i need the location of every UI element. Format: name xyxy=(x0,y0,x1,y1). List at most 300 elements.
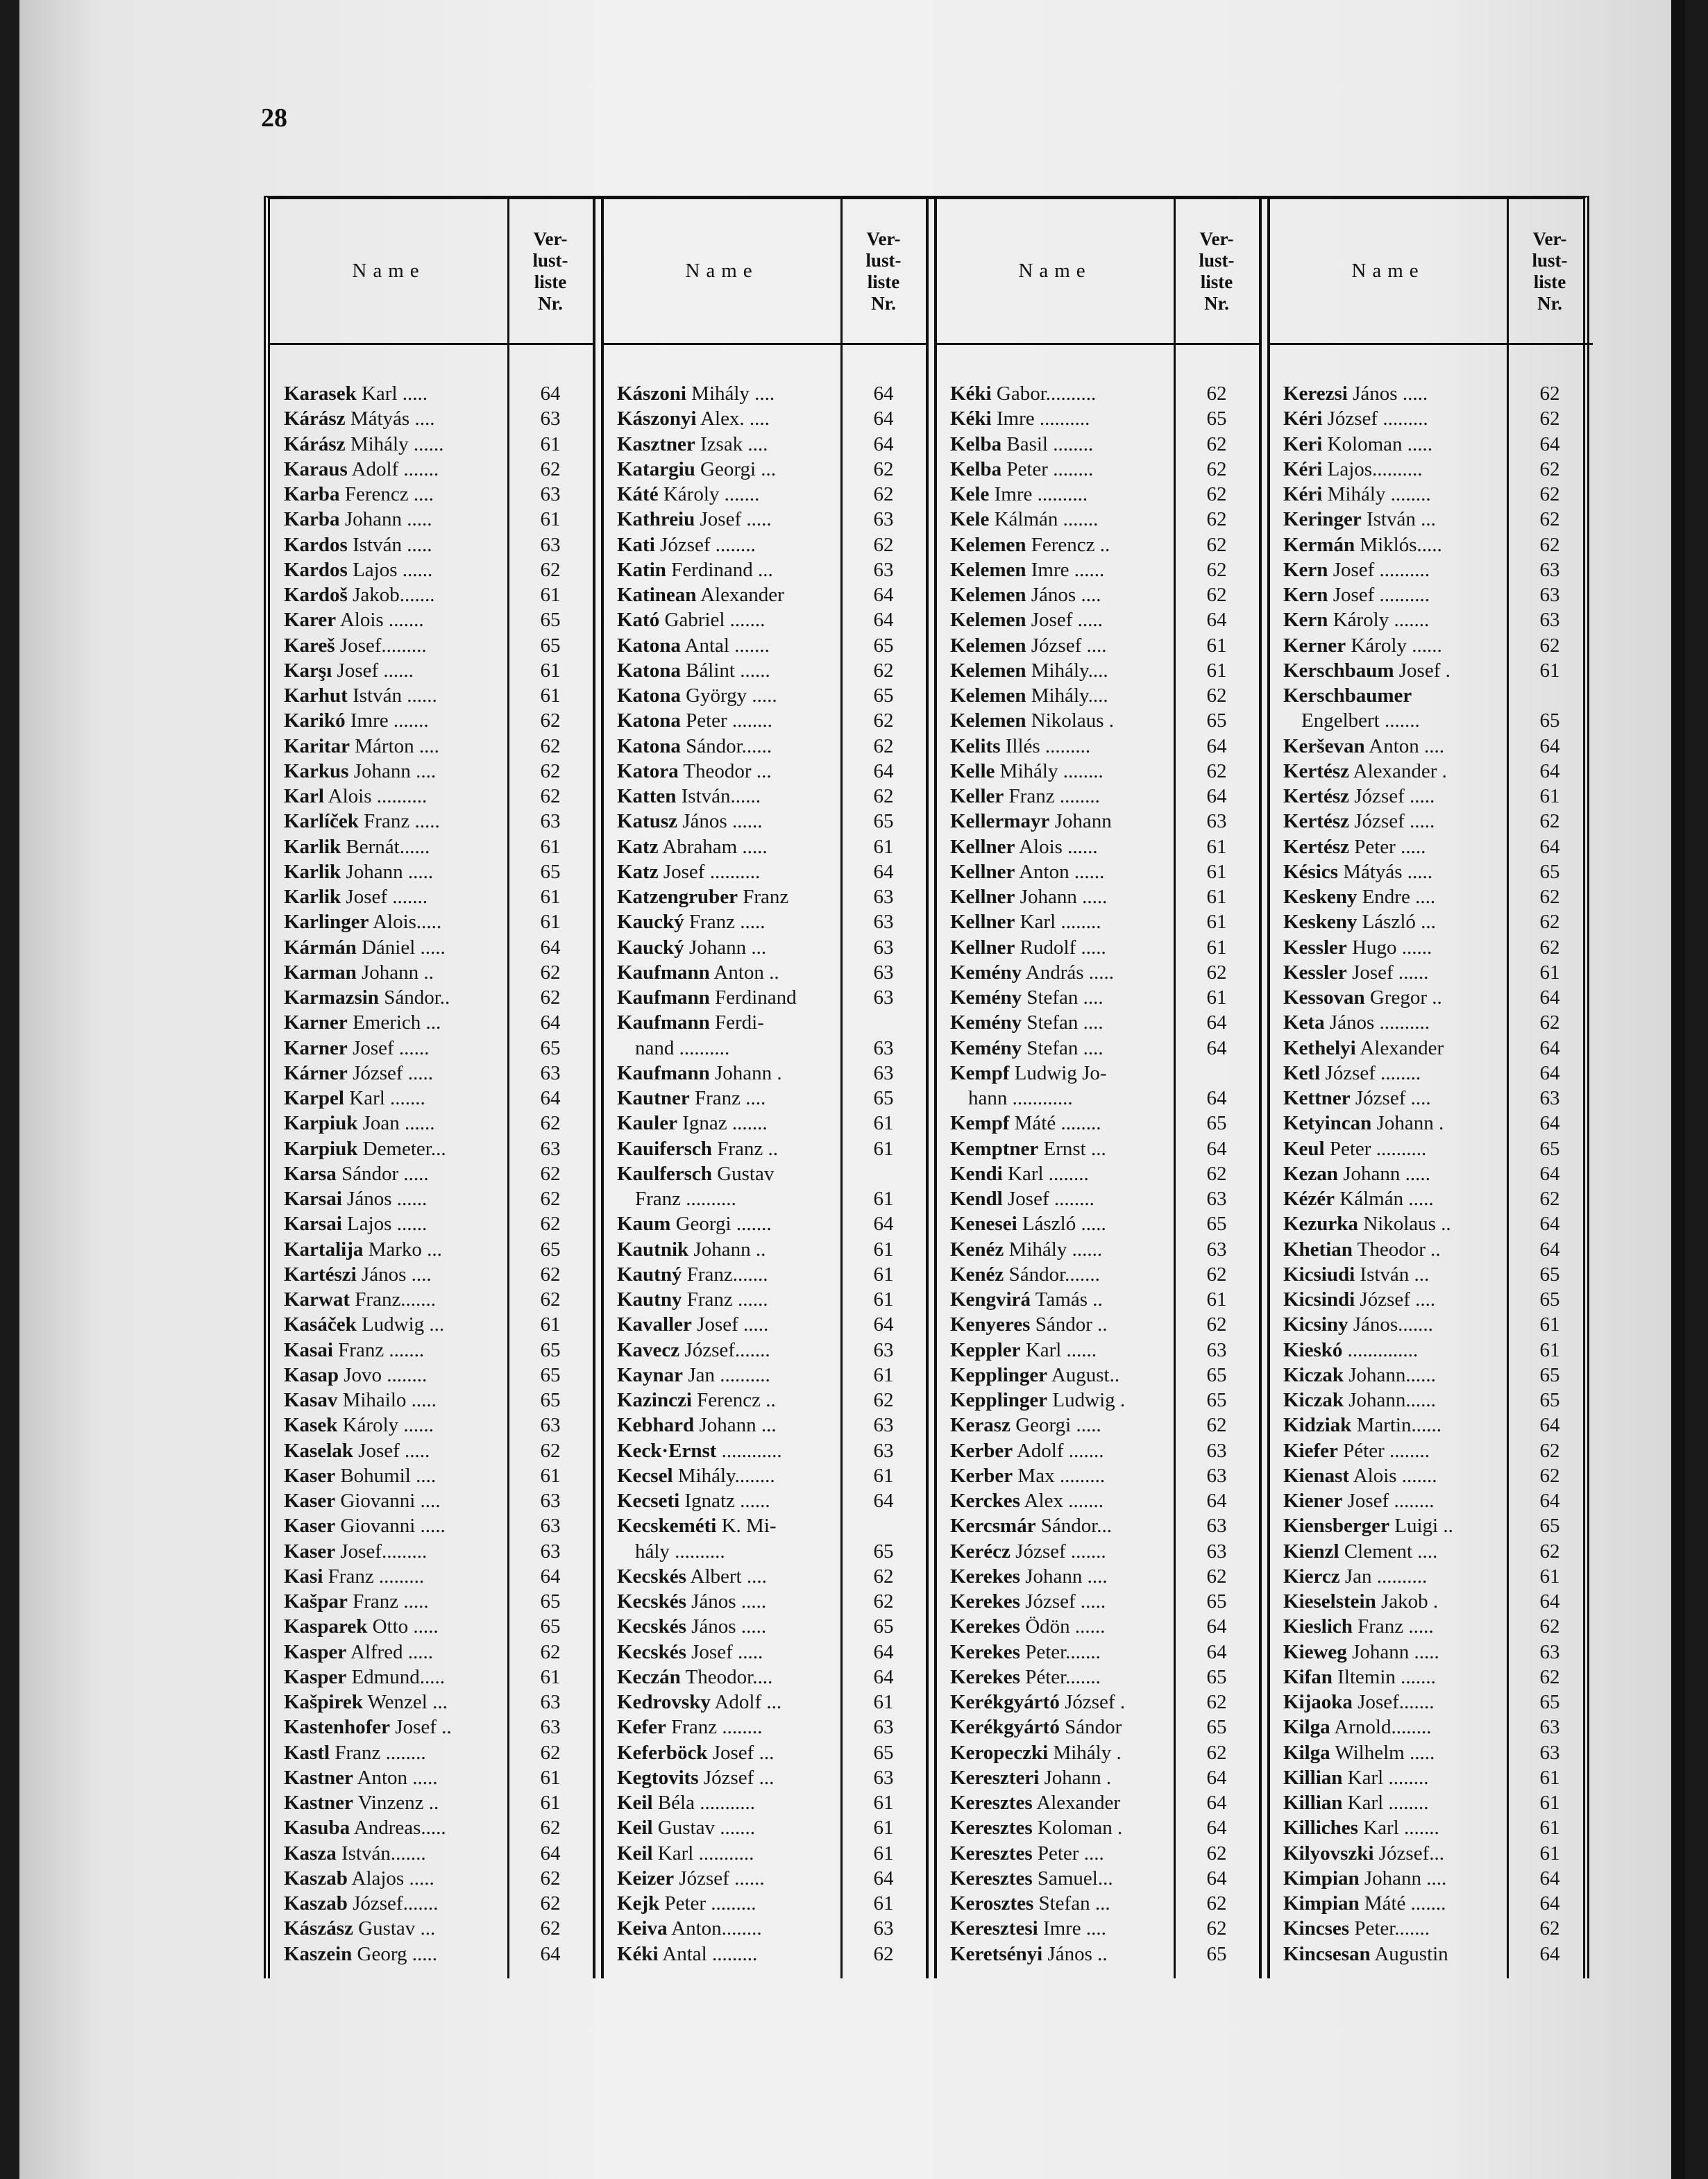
entry-given-name: Emerich ... xyxy=(353,1011,441,1034)
entry-name xyxy=(1283,1237,1503,1262)
entry-row xyxy=(1269,1665,1593,1690)
entry-surname: Kebhard xyxy=(617,1414,695,1437)
entry-given-name: Márton .... xyxy=(355,734,439,757)
entry-list-number: 61 xyxy=(1539,659,1560,682)
entry-name xyxy=(284,633,503,658)
entry-given-name: Karl ....... xyxy=(1363,1817,1439,1840)
entry-given-name: József ..... xyxy=(1025,1590,1106,1613)
entry-row xyxy=(936,1815,1260,1840)
entry-row xyxy=(603,507,927,532)
entry-given-name: Sándor...... xyxy=(686,734,772,757)
entry-list-number: 64 xyxy=(1206,1640,1227,1663)
entry-row xyxy=(1269,1363,1593,1388)
entry-given-name: Joan ...... xyxy=(362,1112,435,1135)
entry-list-number: 61 xyxy=(873,1288,894,1311)
entry-name xyxy=(617,1262,836,1287)
entry-list-number: 62 xyxy=(1206,584,1227,606)
entry-surname: Kaszab xyxy=(284,1867,348,1890)
entry-row xyxy=(270,1287,593,1312)
entry-row xyxy=(270,1338,593,1363)
verlustliste-header xyxy=(1507,199,1593,343)
verlustliste-header-line: lust- xyxy=(865,249,902,271)
entry-surname: Kareš xyxy=(284,634,335,657)
entry-given-name: Bohumil .... xyxy=(340,1464,437,1487)
entry-given-name: András ..... xyxy=(1025,961,1115,984)
entry-surname: Kasek xyxy=(284,1414,338,1437)
entry-list-number: 64 xyxy=(1539,986,1560,1009)
entry-given-name: Johann...... xyxy=(1348,1389,1436,1411)
entry-name xyxy=(1283,532,1503,557)
entry-list-number: 61 xyxy=(540,835,561,858)
entry-given-name: Johann ..... xyxy=(346,860,434,883)
entry-list-number: 65 xyxy=(1539,1691,1560,1713)
entry-name xyxy=(950,1513,1169,1538)
entry-row xyxy=(936,1539,1260,1564)
entry-surname: Kidziak xyxy=(1283,1414,1352,1437)
entry-given-name: Martin...... xyxy=(1356,1414,1441,1437)
entry-name xyxy=(1283,1589,1503,1614)
entry-name xyxy=(617,683,836,708)
entry-list-number: 64 xyxy=(873,1867,894,1890)
entry-surname: Kezan xyxy=(1283,1162,1338,1185)
entry-surname: Kienzl xyxy=(1283,1540,1339,1563)
entry-surname: Kertész xyxy=(1283,810,1349,833)
entry-row xyxy=(603,784,927,809)
entry-given-name: István....... xyxy=(341,1842,426,1865)
entry-list-number: 64 xyxy=(873,584,894,606)
name-header: Name xyxy=(352,260,425,282)
entry-row xyxy=(1269,1640,1593,1665)
entry-name xyxy=(950,708,1169,733)
entry-list-number: 62 xyxy=(1206,961,1227,984)
entry-given-name: Josef ..... xyxy=(697,1313,769,1336)
entry-given-name: Clement .... xyxy=(1344,1540,1438,1563)
entry-name xyxy=(950,1438,1169,1463)
entry-row xyxy=(603,985,927,1010)
entry-given-name: nand .......... xyxy=(635,1036,730,1059)
entry-given-name: Otto ..... xyxy=(372,1615,439,1638)
entry-row xyxy=(1269,1287,1593,1312)
verlustliste-header-line: Nr. xyxy=(871,292,896,314)
entry-name xyxy=(617,1665,836,1690)
entry-name xyxy=(617,784,836,809)
entry-given-name: György ..... xyxy=(686,684,777,707)
entry-row xyxy=(936,1513,1260,1538)
entry-given-name: Peter ......... xyxy=(664,1892,756,1915)
entry-surname: Kempf xyxy=(950,1112,1010,1135)
verlustliste-header-line: liste xyxy=(534,271,567,292)
entry-given-name: Josef ...... xyxy=(1352,961,1429,984)
entry-name xyxy=(1283,381,1503,406)
entry-given-name: János ..... xyxy=(1353,382,1428,405)
entry-surname: Kautner xyxy=(617,1087,690,1109)
entry-name xyxy=(284,1161,503,1186)
entry-given-name: Peter .......... xyxy=(1329,1137,1427,1160)
entry-list-number: 62 xyxy=(873,483,894,505)
entry-given-name: Giovanni ..... xyxy=(340,1515,446,1538)
entry-row xyxy=(936,1287,1260,1312)
column-group-4 xyxy=(1269,199,1593,1978)
entry-list-number: 62 xyxy=(1206,483,1227,505)
entry-surname: Kern xyxy=(1283,609,1328,632)
entry-surname: Kemptner xyxy=(950,1137,1039,1160)
entry-name xyxy=(617,1111,836,1136)
entry-row xyxy=(270,759,593,784)
entry-given-name: Karl ........ xyxy=(1008,1162,1089,1185)
entry-given-name: Josef .......... xyxy=(1333,558,1430,581)
entry-surname: Kasai xyxy=(284,1338,333,1361)
entry-given-name: Albert .... xyxy=(690,1565,767,1588)
entry-row xyxy=(1269,859,1593,884)
entry-surname: Keskeny xyxy=(1283,911,1358,934)
entry-row xyxy=(603,1539,927,1564)
entry-list-number: 61 xyxy=(873,1112,894,1135)
entry-list-number: 64 xyxy=(1539,1238,1560,1261)
entry-list-number: 62 xyxy=(873,659,894,682)
entry-list-number: 61 xyxy=(1539,1313,1560,1336)
entry-given-name: József ..... xyxy=(353,1061,434,1084)
entry-surname: Keil xyxy=(617,1842,653,1865)
entry-given-name: Franz .......... xyxy=(635,1188,736,1210)
entry-given-name: Alois ....... xyxy=(339,609,424,632)
entry-row xyxy=(1269,909,1593,934)
verlustliste-header-line: Ver- xyxy=(533,228,568,249)
entry-row xyxy=(603,1891,927,1916)
entry-list-number: 61 xyxy=(873,1842,894,1865)
entry-surname: Kelemen xyxy=(950,684,1026,707)
entry-name xyxy=(617,1790,836,1815)
entry-name xyxy=(950,1916,1169,1941)
entry-given-name: Alajos ..... xyxy=(351,1867,434,1890)
entry-name xyxy=(950,1287,1169,1312)
entry-list-number: 65 xyxy=(1539,1263,1560,1286)
entry-surname: Kaser xyxy=(284,1515,336,1538)
entry-name xyxy=(284,1211,503,1236)
entry-row xyxy=(1269,809,1593,834)
verlustliste-header-line: Nr. xyxy=(538,292,563,314)
entry-surname: Kendi xyxy=(950,1162,1003,1185)
entry-list-number: 61 xyxy=(873,1263,894,1286)
entry-row xyxy=(1269,683,1593,708)
entry-row xyxy=(1269,834,1593,859)
entry-list-number: 62 xyxy=(540,1288,561,1311)
entry-row xyxy=(936,935,1260,960)
column-group-1 xyxy=(270,199,593,1978)
entry-list-number: 62 xyxy=(1206,1917,1227,1940)
entry-name xyxy=(1283,884,1503,909)
entry-surname: Kautný xyxy=(617,1263,682,1286)
entry-given-name: Franz ........ xyxy=(1008,785,1100,807)
entry-surname: Kiensberger xyxy=(1283,1515,1390,1538)
entry-given-name: Max ......... xyxy=(1017,1464,1106,1487)
entry-row xyxy=(1269,1891,1593,1916)
entry-row xyxy=(936,1161,1260,1186)
entry-surname: Kerber xyxy=(950,1439,1013,1462)
name-header: Name xyxy=(1018,260,1092,282)
entry-list-number: 61 xyxy=(1206,634,1227,657)
entry-given-name: Kálmán ....... xyxy=(994,508,1099,531)
entry-row xyxy=(936,1841,1260,1866)
entry-given-name: Alexander . xyxy=(1353,759,1447,782)
entry-name xyxy=(284,985,503,1010)
entry-given-name: Jovo ........ xyxy=(344,1363,428,1386)
entry-given-name: Stefan .... xyxy=(1026,1036,1104,1059)
entry-name xyxy=(617,1061,836,1086)
entry-name xyxy=(284,859,503,884)
entry-name xyxy=(950,1010,1169,1035)
entry-surname: Karba xyxy=(284,483,340,505)
entry-given-name: József .... xyxy=(1355,1087,1431,1109)
entry-row xyxy=(603,582,927,607)
entry-given-name: Antal ......... xyxy=(662,1942,758,1965)
entry-row xyxy=(936,1740,1260,1765)
page-number: 28 xyxy=(261,103,287,133)
entry-name xyxy=(950,532,1169,557)
entry-given-name: Josef......... xyxy=(340,1540,428,1563)
entry-surname: Kerckes xyxy=(950,1490,1020,1512)
entry-given-name: Anton .. xyxy=(713,961,779,984)
entry-list-number: 64 xyxy=(1539,734,1560,757)
entry-name xyxy=(950,557,1169,582)
entry-surname: Keresztes xyxy=(950,1792,1033,1814)
entry-list-number: 63 xyxy=(873,961,894,984)
entry-name xyxy=(1283,658,1503,683)
entry-list-number: 64 xyxy=(1539,1490,1560,1512)
entry-surname: Kettner xyxy=(1283,1087,1351,1109)
entry-given-name: Georgi ... xyxy=(700,457,777,480)
entry-row xyxy=(270,1815,593,1840)
entry-name xyxy=(1283,734,1503,759)
entry-given-name: Ignaz ....... xyxy=(682,1112,768,1135)
entry-surname: Kelits xyxy=(950,734,1001,757)
column-group-2 xyxy=(603,199,927,1978)
entry-given-name: Alexander xyxy=(1036,1792,1121,1814)
entry-row xyxy=(603,1161,927,1186)
entry-name xyxy=(950,1715,1169,1740)
entry-list-number: 62 xyxy=(540,759,561,782)
entry-given-name: Sándor... xyxy=(1040,1515,1113,1538)
entry-given-name: Peter .... xyxy=(1037,1842,1104,1865)
entry-name xyxy=(1283,1061,1503,1086)
entry-surname: Karhut xyxy=(284,684,348,707)
entry-surname: Kaszab xyxy=(284,1892,348,1915)
entry-list-number: 64 xyxy=(873,1665,894,1688)
entry-given-name: János .... xyxy=(361,1263,432,1286)
entry-list-number: 62 xyxy=(540,1640,561,1663)
entry-surname: Kastl xyxy=(284,1741,330,1764)
entry-surname: Kern xyxy=(1283,584,1328,606)
entry-name xyxy=(1283,759,1503,784)
entry-given-name: Wenzel ... xyxy=(367,1691,448,1713)
entry-name xyxy=(284,1438,503,1463)
entry-row xyxy=(270,1438,593,1463)
entry-row xyxy=(270,1463,593,1488)
entry-surname: Ketl xyxy=(1283,1061,1321,1084)
entry-surname: Katinean xyxy=(617,584,697,606)
entry-name xyxy=(284,557,503,582)
entry-surname: Keropeczki xyxy=(950,1741,1049,1764)
entry-surname: Kecsel xyxy=(617,1464,673,1487)
entry-list-number: 64 xyxy=(1539,1162,1560,1185)
entry-surname: Kerezsi xyxy=(1283,382,1348,405)
entry-surname: Karlinger xyxy=(284,911,369,934)
entry-list-number: 63 xyxy=(540,1490,561,1512)
entry-name xyxy=(617,1564,836,1589)
entry-list-number: 62 xyxy=(1539,533,1560,556)
entry-surname: Kelemen xyxy=(950,659,1026,682)
entry-row xyxy=(936,1186,1260,1211)
entry-given-name: Peter....... xyxy=(1025,1640,1101,1663)
entry-list-number: 65 xyxy=(1539,1515,1560,1538)
entry-surname: Kieweg xyxy=(1283,1640,1347,1663)
entry-given-name: József ... xyxy=(703,1766,775,1789)
entry-surname: Katona xyxy=(617,634,681,657)
entry-row xyxy=(270,1237,593,1262)
entry-list-number: 64 xyxy=(540,382,561,405)
entry-given-name: Josef ...... xyxy=(353,1036,430,1059)
entry-list-number: 64 xyxy=(873,1640,894,1663)
entry-row xyxy=(270,1841,593,1866)
entry-row xyxy=(936,734,1260,759)
entry-list-number: 65 xyxy=(540,1590,561,1613)
entry-surname: Kertész xyxy=(1283,759,1349,782)
entry-surname: Kerekes xyxy=(950,1640,1020,1663)
entry-list-number: 64 xyxy=(540,936,561,959)
entry-list-number: 65 xyxy=(1206,1665,1227,1688)
entry-given-name: József... xyxy=(1378,1842,1444,1865)
entry-surname: Kecskés xyxy=(617,1565,686,1588)
entry-list-number: 64 xyxy=(1206,1087,1227,1109)
entry-name xyxy=(1283,784,1503,809)
entry-given-name: Josef . xyxy=(1398,659,1451,682)
entry-list-number: 64 xyxy=(1206,1490,1227,1512)
entry-list-number: 63 xyxy=(1539,1087,1560,1109)
entry-given-name: Gregor .. xyxy=(1369,986,1442,1009)
entry-surname: Kilga xyxy=(1283,1741,1330,1764)
entry-given-name: Franz xyxy=(743,886,789,908)
entry-surname: Killiches xyxy=(1283,1817,1358,1840)
entry-name xyxy=(950,784,1169,809)
entry-given-name: Josef ........ xyxy=(1008,1188,1094,1210)
entry-name xyxy=(617,1438,836,1463)
entry-row xyxy=(1269,406,1593,431)
entry-list-number: 64 xyxy=(1539,1590,1560,1613)
entry-given-name: Alois ...... xyxy=(1019,835,1098,858)
entry-surname: Kárász xyxy=(284,407,346,430)
entry-row xyxy=(1269,1338,1593,1363)
entry-list-number: 61 xyxy=(1206,860,1227,883)
entry-name xyxy=(617,1765,836,1790)
entry-row xyxy=(270,1363,593,1388)
entry-list-number: 63 xyxy=(540,1691,561,1713)
entry-given-name: Georg ..... xyxy=(357,1942,437,1965)
entry-surname: Kerschbaum xyxy=(1283,659,1394,682)
entry-given-name: Johann ... xyxy=(688,936,767,959)
entry-given-name: Károly ...... xyxy=(1351,634,1442,657)
entry-given-name: .............. xyxy=(1347,1338,1419,1361)
entry-name xyxy=(284,1866,503,1891)
entry-given-name: Anton........ xyxy=(671,1917,762,1940)
entry-name xyxy=(950,1363,1169,1388)
entry-list-number: 62 xyxy=(540,1867,561,1890)
entry-row xyxy=(270,582,593,607)
entry-list-number: 62 xyxy=(1539,886,1560,908)
entry-row xyxy=(270,1916,593,1941)
entry-given-name: Jakob . xyxy=(1380,1590,1439,1613)
entry-surname: Kertész xyxy=(1283,835,1349,858)
entry-surname: Kemény xyxy=(950,1011,1022,1034)
entry-row xyxy=(1269,1841,1593,1866)
entry-name xyxy=(617,960,836,985)
entry-surname: Kerekes xyxy=(950,1565,1020,1588)
entry-list-number: 63 xyxy=(1206,1238,1227,1261)
entry-surname: Karkus xyxy=(284,759,349,782)
entry-given-name: Lajos ...... xyxy=(347,1213,428,1236)
entry-list-number: 62 xyxy=(540,457,561,480)
entry-given-name: Karl ...... xyxy=(1025,1338,1097,1361)
page-sheet xyxy=(19,0,1685,2179)
entry-list-number: 64 xyxy=(873,407,894,430)
entry-name xyxy=(950,1463,1169,1488)
entry-given-name: Alois..... xyxy=(373,911,442,934)
entry-name xyxy=(950,1262,1169,1287)
entry-row xyxy=(936,1363,1260,1388)
entry-list-number: 63 xyxy=(540,1540,561,1563)
entry-row xyxy=(270,909,593,934)
entry-name xyxy=(284,1338,503,1363)
entry-row xyxy=(603,884,927,909)
entry-list-number: 64 xyxy=(873,1490,894,1512)
entry-name xyxy=(1283,1942,1503,1967)
entry-list-number: 62 xyxy=(873,533,894,556)
verlustliste-header-line: lust- xyxy=(1199,249,1235,271)
entry-surname: Kató xyxy=(617,609,660,632)
entry-row xyxy=(936,457,1260,482)
entry-given-name: Peter....... xyxy=(1354,1917,1430,1940)
entry-list-number: 61 xyxy=(540,1464,561,1487)
entry-list-number: 64 xyxy=(1206,1011,1227,1034)
entry-list-number: 63 xyxy=(873,508,894,531)
entry-name xyxy=(284,1413,503,1438)
entry-name xyxy=(950,960,1169,985)
entry-row xyxy=(270,1665,593,1690)
entry-surname: Kasap xyxy=(284,1363,339,1386)
entry-given-name: Engelbert ....... xyxy=(1301,709,1420,732)
entry-given-name: László ..... xyxy=(1022,1213,1106,1236)
entry-surname: Keferböck xyxy=(617,1741,708,1764)
entry-row xyxy=(936,809,1260,834)
entry-given-name: János....... xyxy=(1353,1313,1433,1336)
entry-given-name: József....... xyxy=(684,1338,770,1361)
entry-given-name: Mihály ........ xyxy=(999,759,1104,782)
entry-surname: Kercsmár xyxy=(950,1515,1036,1538)
entry-surname: Kasper xyxy=(284,1665,347,1688)
entry-given-name: Ferencz .... xyxy=(344,483,434,505)
entry-surname: Kiercz xyxy=(1283,1565,1340,1588)
entry-name xyxy=(284,1740,503,1765)
entry-given-name: Mátyás .... xyxy=(350,407,435,430)
entry-name xyxy=(284,658,503,683)
entry-list-number: 62 xyxy=(873,1565,894,1588)
entry-list-number: 64 xyxy=(873,609,894,632)
entry-surname: Kengvirá xyxy=(950,1288,1031,1311)
entry-row xyxy=(603,909,927,934)
entry-name xyxy=(284,1036,503,1061)
entry-list-number: 64 xyxy=(540,1565,561,1588)
entry-given-name: Mihály . xyxy=(1053,1741,1122,1764)
entry-given-name: Bálint ...... xyxy=(686,659,770,682)
entry-surname: Khetian xyxy=(1283,1238,1353,1261)
